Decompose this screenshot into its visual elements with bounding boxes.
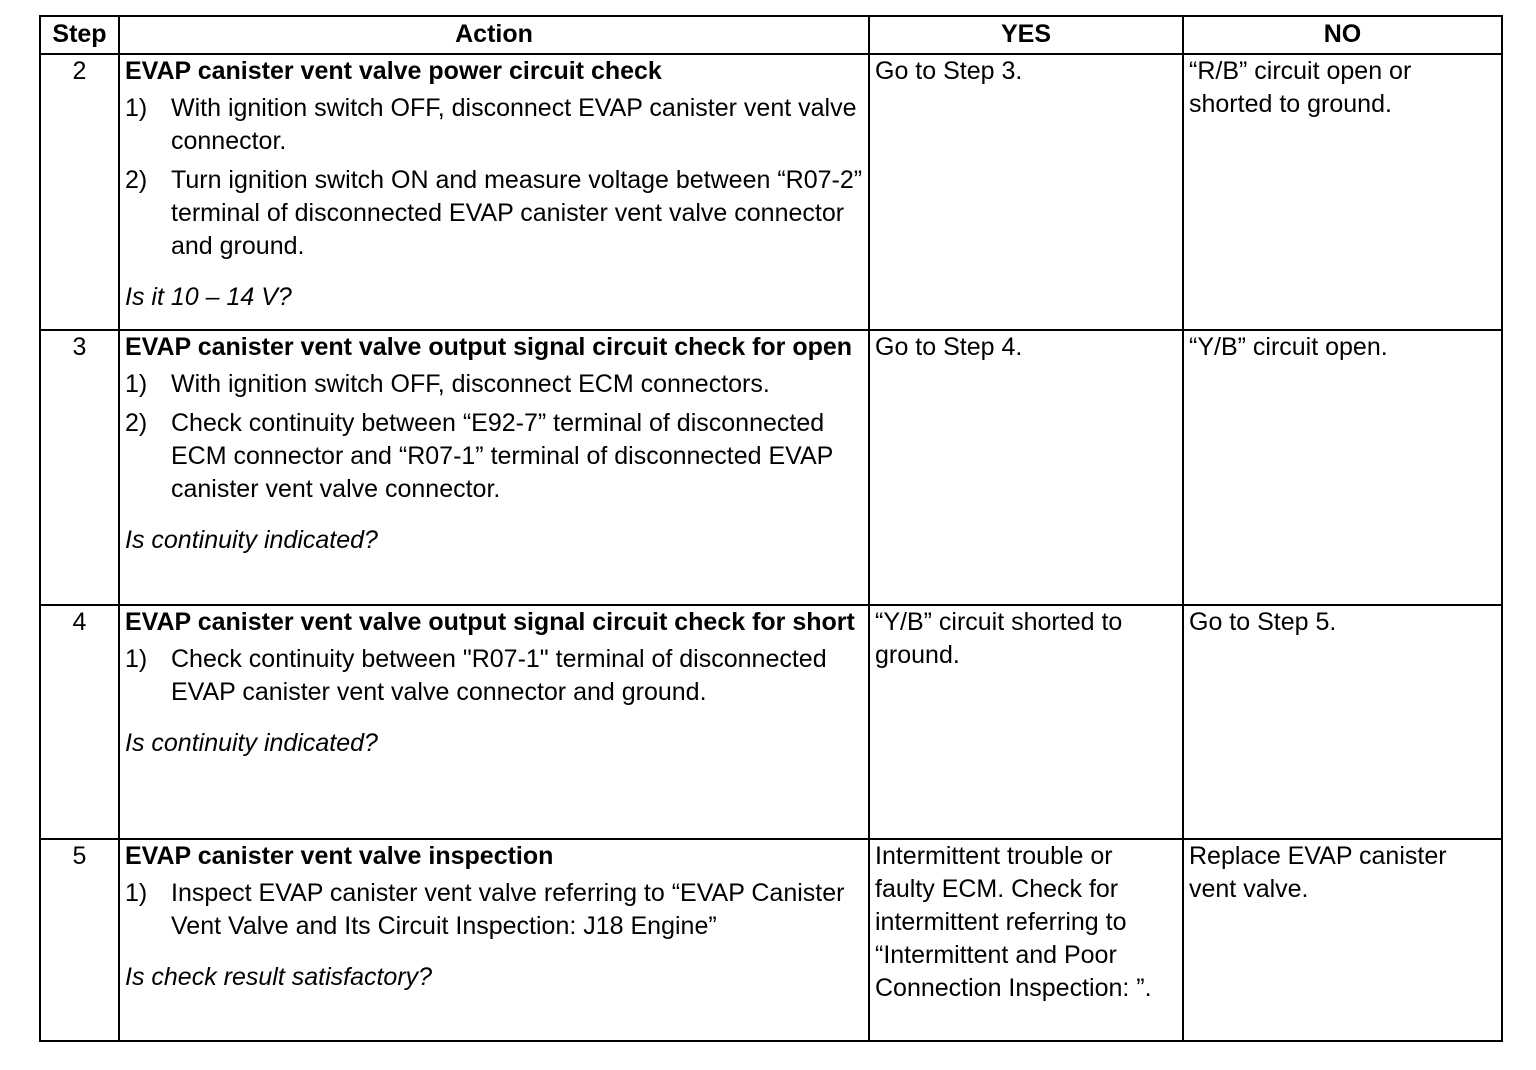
no-cell: Replace EVAP canister vent valve.: [1183, 839, 1502, 1041]
item-text: With ignition switch OFF, disconnect ECM connectors.: [171, 370, 770, 398]
action-steps: [125, 368, 863, 506]
action-question: Is continuity indicated?: [125, 729, 378, 757]
action-cell: [119, 839, 869, 1041]
item-number: 1): [125, 879, 148, 907]
table-row: [40, 605, 1502, 839]
item-text: Inspect EVAP canister vent valve referring to “EVAP Canister Vent Valve and Its Circuit Inspection: J18 Engine”: [171, 879, 845, 940]
step-number: 3: [40, 330, 119, 605]
step-number: 4: [40, 605, 119, 839]
yes-cell: Go to Step 4.: [869, 330, 1183, 605]
diagnostic-table: [39, 15, 1503, 1042]
action-title: EVAP canister vent valve output signal circuit check for short: [125, 608, 855, 636]
item-number: 1): [125, 645, 148, 673]
action-steps: [125, 877, 863, 943]
action-question: Is continuity indicated?: [125, 526, 378, 554]
no-cell: Go to Step 5.: [1183, 605, 1502, 839]
no-cell: “R/B” circuit open or shorted to ground.: [1183, 54, 1502, 330]
step-number: 5: [40, 839, 119, 1041]
action-steps: [125, 92, 863, 263]
yes-cell: “Y/B” circuit shorted to ground.: [869, 605, 1183, 839]
yes-cell: Intermittent trouble or faulty ECM. Check for intermittent referring to “Intermittent and Poor Connection Inspection: ”.: [869, 839, 1183, 1041]
table-row: [40, 330, 1502, 605]
list-item: [125, 643, 863, 709]
header-no: NO: [1183, 16, 1502, 54]
action-cell: [119, 605, 869, 839]
action-title: EVAP canister vent valve inspection: [125, 842, 554, 870]
yes-cell: Go to Step 3.: [869, 54, 1183, 330]
item-text: Turn ignition switch ON and measure voltage between “R07-2” terminal of disconnected EVAP canister vent valve connector and ground.: [171, 166, 863, 260]
list-item: [125, 877, 863, 943]
list-item: [125, 164, 863, 263]
action-question: Is it 10 – 14 V?: [125, 283, 292, 311]
action-title: EVAP canister vent valve output signal circuit check for open: [125, 333, 853, 361]
item-number: 1): [125, 370, 148, 398]
item-number: 1): [125, 94, 148, 122]
list-item: [125, 92, 863, 158]
action-cell: [119, 330, 869, 605]
list-item: [125, 407, 863, 506]
action-cell: [119, 54, 869, 330]
header-row: [40, 16, 1502, 54]
item-text: Check continuity between “E92-7” terminal of disconnected ECM connector and “R07-1” terminal of disconnected EVAP canister vent valve connector.: [171, 409, 833, 503]
table-row: [40, 54, 1502, 330]
header-step: Step: [40, 16, 119, 54]
action-title: EVAP canister vent valve power circuit check: [125, 57, 662, 85]
item-number: 2): [125, 166, 148, 194]
item-text: Check continuity between "R07-1" terminal of disconnected EVAP canister vent valve connector and ground.: [171, 645, 827, 706]
item-number: 2): [125, 409, 148, 437]
header-action: Action: [119, 16, 869, 54]
action-steps: [125, 643, 863, 709]
table-row: [40, 839, 1502, 1041]
step-number: 2: [40, 54, 119, 330]
action-question: Is check result satisfactory?: [125, 963, 433, 991]
item-text: With ignition switch OFF, disconnect EVAP canister vent valve connector.: [171, 94, 857, 155]
header-yes: YES: [869, 16, 1183, 54]
no-cell: “Y/B” circuit open.: [1183, 330, 1502, 605]
list-item: [125, 368, 863, 401]
